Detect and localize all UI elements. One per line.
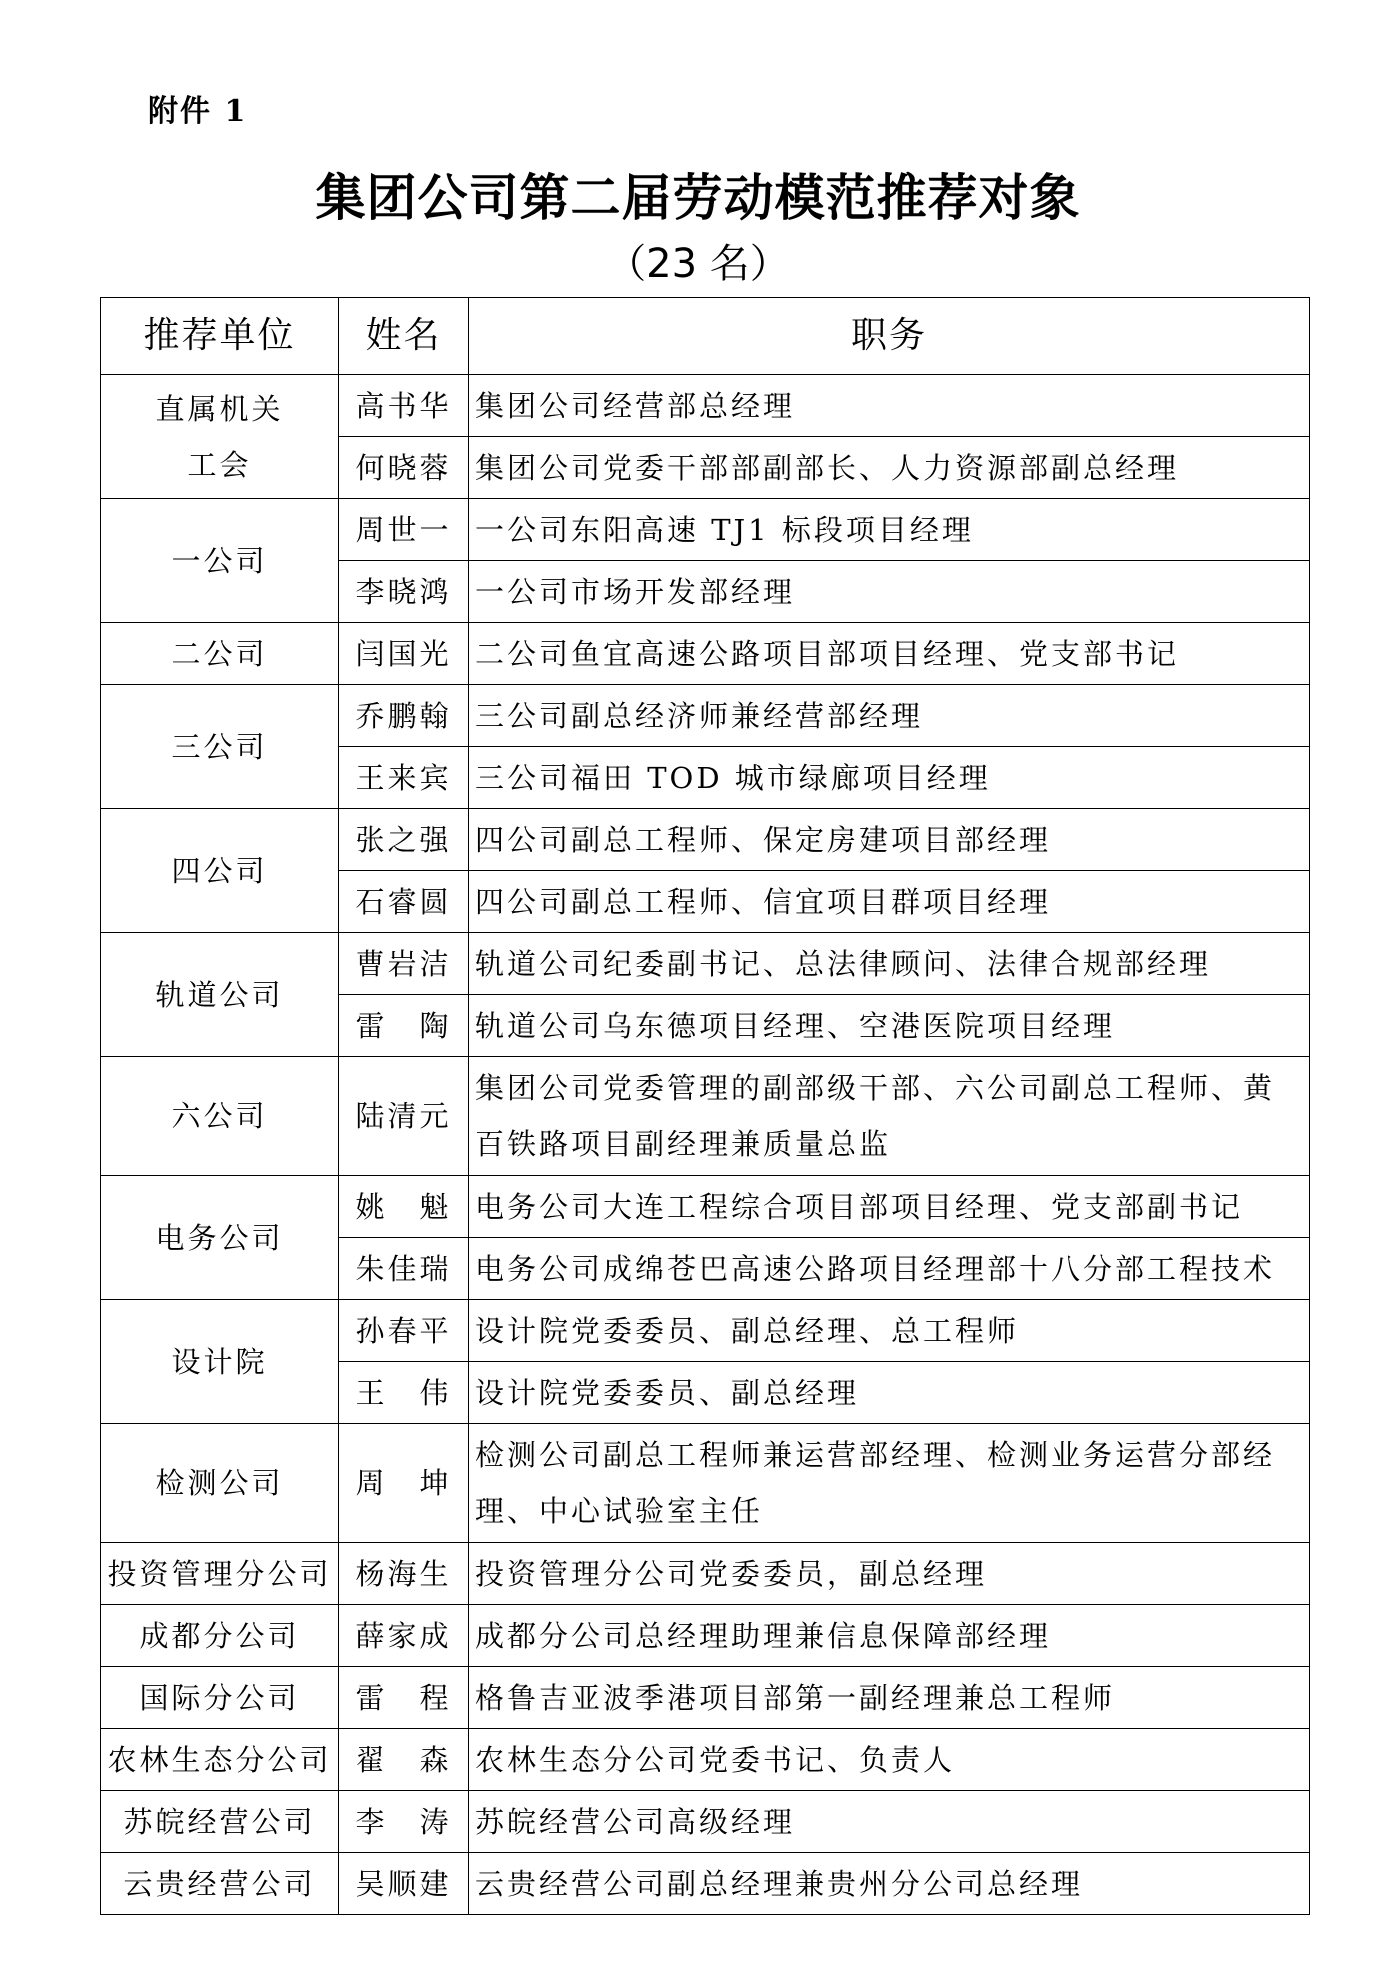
name-cell: 王来宾 xyxy=(339,747,469,809)
post-cell: 格鲁吉亚波季港项目部第一副经理兼总工程师 xyxy=(469,1667,1310,1729)
name-cell: 孙春平 xyxy=(339,1300,469,1362)
name-cell: 雷 程 xyxy=(339,1667,469,1729)
table-row xyxy=(101,1176,1310,1238)
post-cell: 云贵经营公司副总经理兼贵州分公司总经理 xyxy=(469,1853,1310,1915)
post-cell: 设计院党委委员、副总经理、总工程师 xyxy=(469,1300,1310,1362)
unit-cell: 电务公司 xyxy=(101,1176,339,1300)
name-cell: 吴顺建 xyxy=(339,1853,469,1915)
attachment-label: 附件 1 xyxy=(148,94,248,129)
post-cell: 检测公司副总工程师兼运营部经理、检测业务运营分部经理、中心试验室主任 xyxy=(469,1424,1310,1543)
name-cell: 翟 森 xyxy=(339,1729,469,1791)
post-cell: 设计院党委委员、副总经理 xyxy=(469,1362,1310,1424)
post-cell: 四公司副总工程师、保定房建项目部经理 xyxy=(469,809,1310,871)
post-cell: 集团公司党委干部部副部长、人力资源部副总经理 xyxy=(469,437,1310,499)
table-row xyxy=(101,809,1310,871)
name-cell: 闫国光 xyxy=(339,623,469,685)
name-cell: 陆清元 xyxy=(339,1057,469,1176)
unit-cell: 云贵经营公司 xyxy=(101,1853,339,1915)
table-row xyxy=(101,1543,1310,1605)
unit-cell: 六公司 xyxy=(101,1057,339,1176)
post-cell: 四公司副总工程师、信宜项目群项目经理 xyxy=(469,871,1310,933)
table-row xyxy=(101,1424,1310,1543)
unit-cell: 二公司 xyxy=(101,623,339,685)
unit-cell: 四公司 xyxy=(101,809,339,933)
unit-cell: 苏皖经营公司 xyxy=(101,1791,339,1853)
post-cell: 电务公司大连工程综合项目部项目经理、党支部副书记 xyxy=(469,1176,1310,1238)
header-name: 姓名 xyxy=(339,298,469,375)
document-subtitle: （23 名） xyxy=(606,241,790,287)
table-row xyxy=(101,1605,1310,1667)
table-header-row xyxy=(101,298,1310,375)
table-row xyxy=(101,1853,1310,1915)
name-cell: 张之强 xyxy=(339,809,469,871)
unit-cell: 直属机关 工会 xyxy=(101,375,339,499)
post-cell: 成都分公司总经理助理兼信息保障部经理 xyxy=(469,1605,1310,1667)
name-cell: 杨海生 xyxy=(339,1543,469,1605)
name-cell: 朱佳瑞 xyxy=(339,1238,469,1300)
header-post: 职务 xyxy=(469,298,1310,375)
table-row xyxy=(101,375,1310,437)
post-cell: 轨道公司纪委副书记、总法律顾问、法律合规部经理 xyxy=(469,933,1310,995)
name-cell: 雷 陶 xyxy=(339,995,469,1057)
name-cell: 周世一 xyxy=(339,499,469,561)
header-unit: 推荐单位 xyxy=(101,298,339,375)
table-row xyxy=(101,1667,1310,1729)
name-cell: 李 涛 xyxy=(339,1791,469,1853)
unit-cell: 国际分公司 xyxy=(101,1667,339,1729)
post-cell: 投资管理分公司党委委员，副总经理 xyxy=(469,1543,1310,1605)
recommendation-table xyxy=(100,297,1310,1915)
post-cell: 农林生态分公司党委书记、负责人 xyxy=(469,1729,1310,1791)
table-row xyxy=(101,499,1310,561)
name-cell: 周 坤 xyxy=(339,1424,469,1543)
post-cell: 三公司福田 TOD 城市绿廊项目经理 xyxy=(469,747,1310,809)
post-cell: 苏皖经营公司高级经理 xyxy=(469,1791,1310,1853)
unit-cell: 检测公司 xyxy=(101,1424,339,1543)
post-cell: 集团公司经营部总经理 xyxy=(469,375,1310,437)
unit-cell: 一公司 xyxy=(101,499,339,623)
name-cell: 曹岩洁 xyxy=(339,933,469,995)
table-row xyxy=(101,933,1310,995)
unit-cell: 投资管理分公司 xyxy=(101,1543,339,1605)
table-row xyxy=(101,1729,1310,1791)
table-row xyxy=(101,1791,1310,1853)
name-cell: 姚 魁 xyxy=(339,1176,469,1238)
name-cell: 高书华 xyxy=(339,375,469,437)
table-body xyxy=(101,375,1310,1915)
post-cell: 轨道公司乌东德项目经理、空港医院项目经理 xyxy=(469,995,1310,1057)
unit-cell: 轨道公司 xyxy=(101,933,339,1057)
post-cell: 二公司鱼宜高速公路项目部项目经理、党支部书记 xyxy=(469,623,1310,685)
name-cell: 薛家成 xyxy=(339,1605,469,1667)
unit-cell: 农林生态分公司 xyxy=(101,1729,339,1791)
unit-cell: 成都分公司 xyxy=(101,1605,339,1667)
name-cell: 何晓蓉 xyxy=(339,437,469,499)
name-cell: 王 伟 xyxy=(339,1362,469,1424)
name-cell: 李晓鸿 xyxy=(339,561,469,623)
document-title: 集团公司第二届劳动模范推荐对象 xyxy=(315,168,1081,227)
post-cell: 一公司东阳高速 TJ1 标段项目经理 xyxy=(469,499,1310,561)
table-row xyxy=(101,1300,1310,1362)
table-row xyxy=(101,685,1310,747)
table-row xyxy=(101,623,1310,685)
unit-cell: 三公司 xyxy=(101,685,339,809)
name-cell: 乔鹏翰 xyxy=(339,685,469,747)
post-cell: 一公司市场开发部经理 xyxy=(469,561,1310,623)
name-cell: 石睿圆 xyxy=(339,871,469,933)
post-cell: 集团公司党委管理的副部级干部、六公司副总工程师、黄百铁路项目副经理兼质量总监 xyxy=(469,1057,1310,1176)
table-row xyxy=(101,1057,1310,1176)
post-cell: 电务公司成绵苍巴高速公路项目经理部十八分部工程技术 xyxy=(469,1238,1310,1300)
unit-cell: 设计院 xyxy=(101,1300,339,1424)
post-cell: 三公司副总经济师兼经营部经理 xyxy=(469,685,1310,747)
